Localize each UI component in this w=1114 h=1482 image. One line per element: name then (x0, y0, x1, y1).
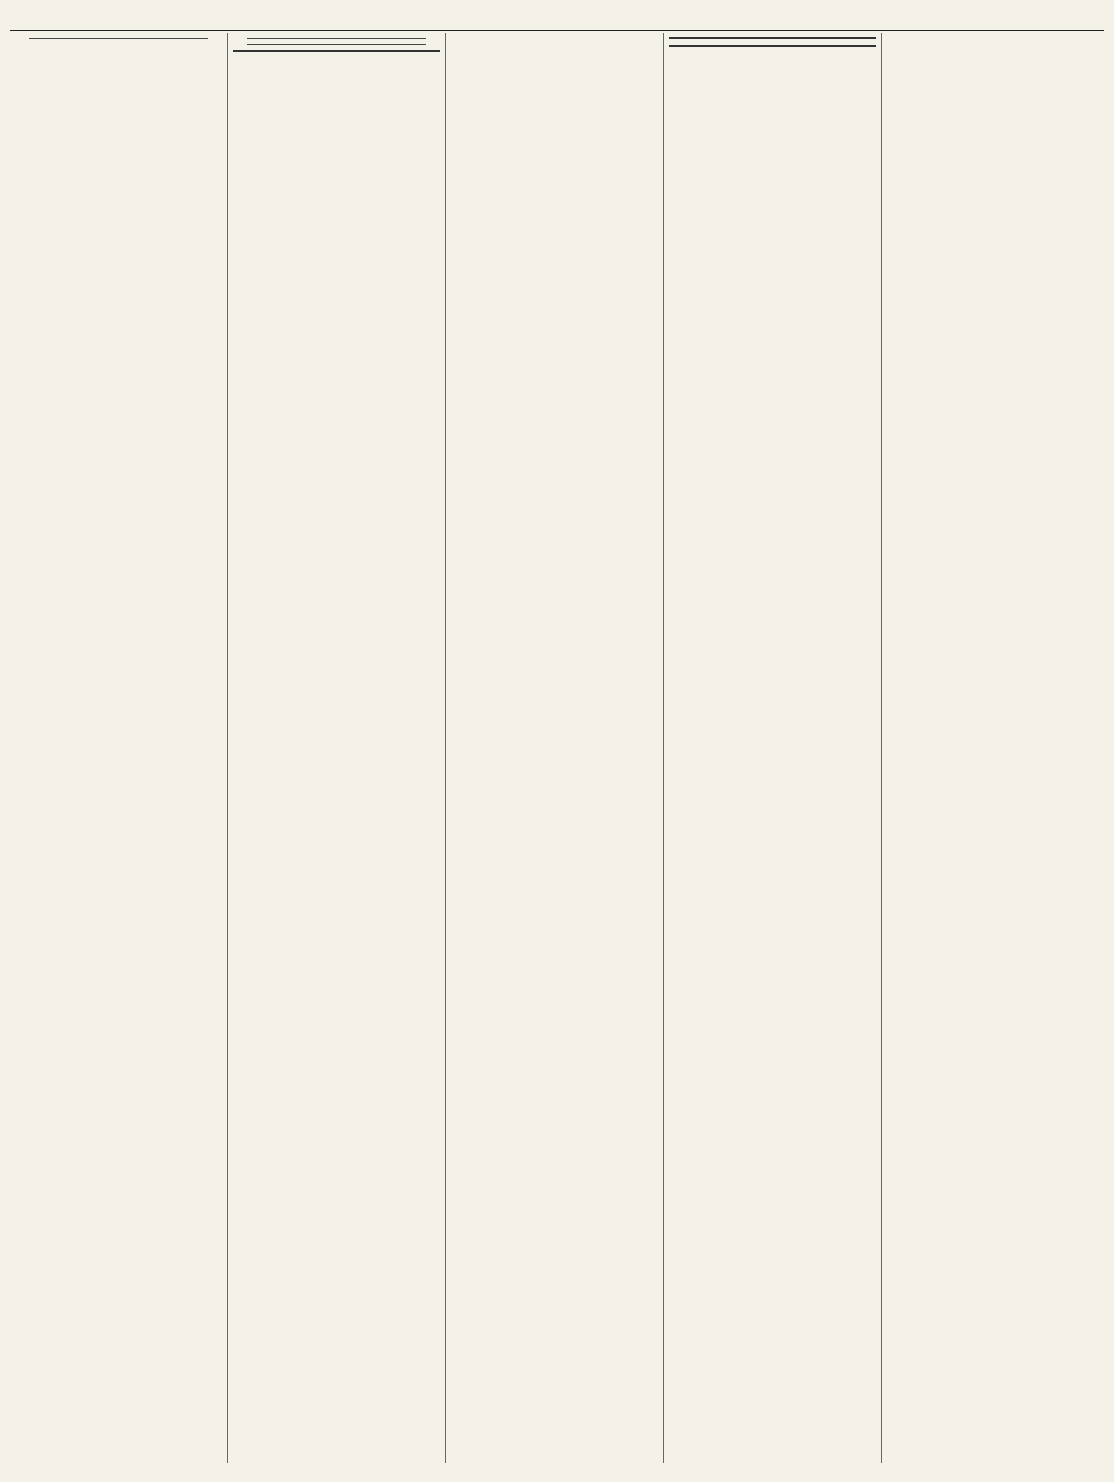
column-5 (882, 33, 1100, 1463)
column-rule (29, 38, 208, 39)
double-rule (669, 45, 876, 47)
column-4 (664, 33, 882, 1463)
page-header (10, 8, 1104, 31)
column-2 (228, 33, 446, 1463)
newspaper-page (10, 8, 1104, 1464)
double-rule (669, 37, 876, 39)
column-1 (10, 33, 228, 1463)
column-rule (247, 38, 426, 39)
column-rule (247, 44, 426, 45)
column-3 (446, 33, 664, 1463)
columns (10, 33, 1104, 1463)
double-rule (233, 50, 440, 52)
